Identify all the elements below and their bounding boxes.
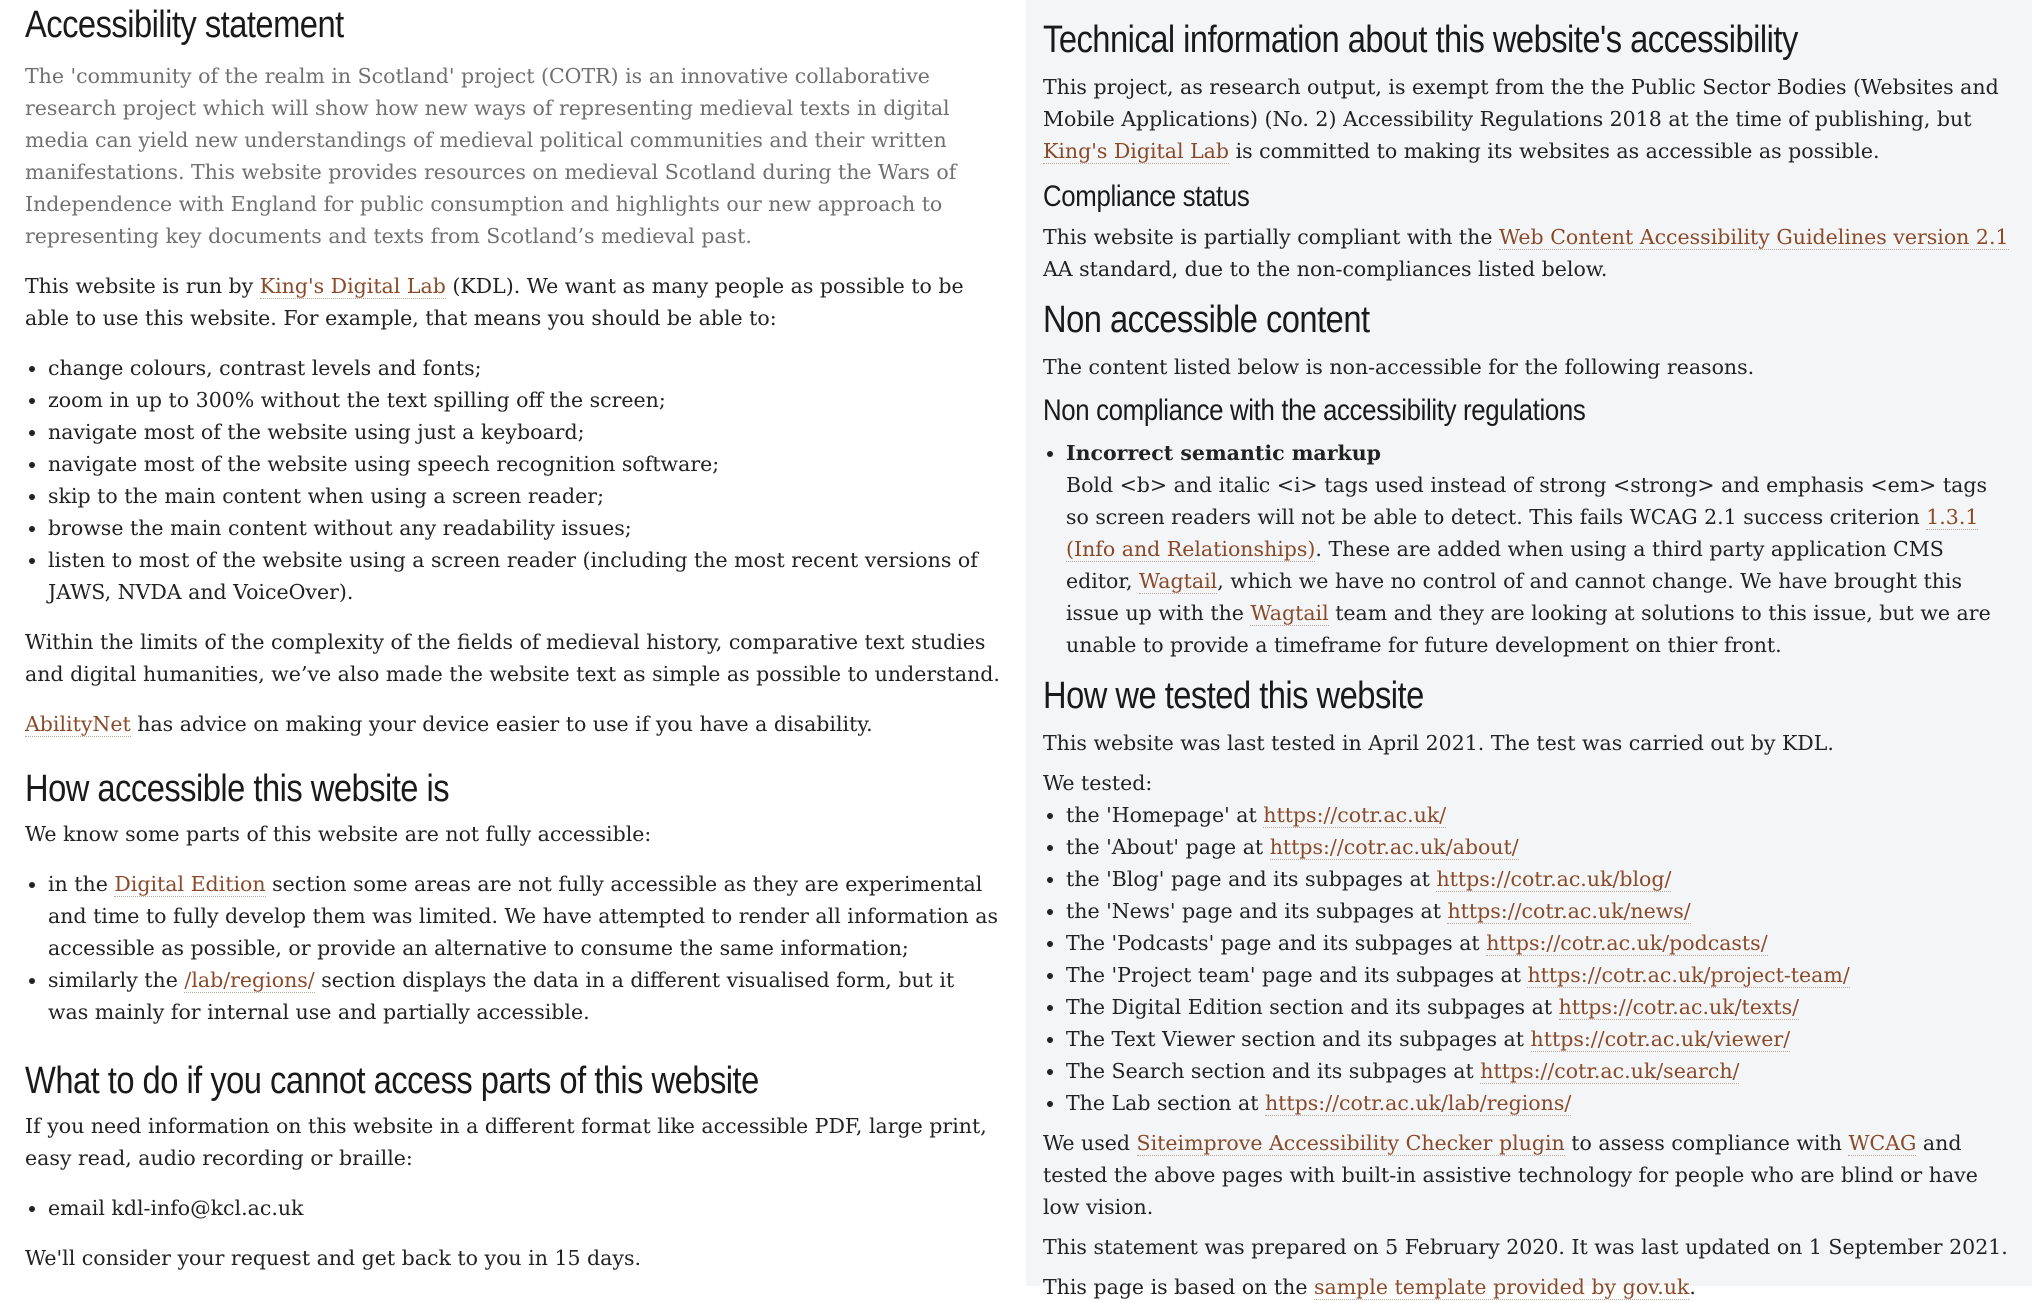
tested-page-link[interactable]: https://cotr.ac.uk/project-team/ <box>1527 963 1850 987</box>
list-item: • the 'Blog' page and its subpages at https://cotr.ac.uk/blog/ <box>1066 863 2012 895</box>
non-compliance-heading: Non compliance with the accessibility regulations <box>1043 394 1586 427</box>
wagtail-link-2[interactable]: Wagtail <box>1250 601 1329 625</box>
list-item: • similarly the /lab/regions/ section displays the data in a different visualised form, but it was mainly for internal use and partially accessible. <box>48 964 1000 1028</box>
consider-text: We'll consider your request and get back to you in 15 days. <box>25 1246 642 1270</box>
lab-regions-link[interactable]: /lab/regions/ <box>184 968 315 992</box>
list-item: • the 'Homepage' at https://cotr.ac.uk/ <box>1066 799 2012 831</box>
tested-page-link[interactable]: https://cotr.ac.uk/ <box>1263 803 1447 827</box>
tested-page-link[interactable]: https://cotr.ac.uk/search/ <box>1480 1059 1740 1083</box>
list-item: • the 'About' page at https://cotr.ac.uk/about/ <box>1066 831 2012 863</box>
tested-page-link[interactable]: https://cotr.ac.uk/blog/ <box>1436 867 1672 891</box>
list-item: • listen to most of the website using a screen reader (including the most recent versions of JAWS, NVDA and VoiceOver). <box>48 544 1000 608</box>
cannot-access-heading: What to do if you cannot access parts of this website <box>25 1060 759 1102</box>
tested-page-link[interactable]: https://cotr.ac.uk/podcasts/ <box>1486 931 1768 955</box>
tested-pages-list <box>1043 799 2012 1119</box>
abilities-list <box>25 352 1000 608</box>
wagtail-link[interactable]: Wagtail <box>1138 569 1218 593</box>
govuk-template-link[interactable]: sample template provided by gov.uk <box>1313 1275 1690 1299</box>
compliance-text: This website is partially compliant with the Web Content Accessibility Guidelines version 2.1 AA standard, due to the non-compliances listed below. <box>1043 225 2009 281</box>
we-tested-text: We tested: <box>1043 771 1153 795</box>
wcag-link[interactable]: WCAG <box>1848 1131 1917 1155</box>
non-compliance-list <box>1043 437 2012 661</box>
list-item: • navigate most of the website using speech recognition software; <box>48 448 1000 480</box>
based-on-text: This page is based on the sample template provided by gov.uk. <box>1043 1275 1696 1299</box>
how-accessible-heading: How accessible this website is <box>25 768 450 810</box>
digital-edition-link[interactable]: Digital Edition <box>114 872 266 896</box>
kdl-link[interactable]: King's Digital Lab <box>259 274 446 298</box>
markup-heading: Incorrect semantic markup <box>1066 441 1381 465</box>
abilitynet-link[interactable]: AbilityNet <box>25 712 131 736</box>
list-item: • The Lab section at https://cotr.ac.uk/lab/regions/ <box>1066 1087 2012 1119</box>
how-tested-heading: How we tested this website <box>1043 675 1424 717</box>
run-by-text: This website is run by King's Digital Lab (KDL). We want as many people as possible to be able to use this website. For example, that means you should be able to: <box>25 274 964 330</box>
abilitynet-text: AbilityNet has advice on making your device easier to use if you have a disability. <box>25 712 873 736</box>
kdl-link-2[interactable]: King's Digital Lab <box>1043 139 1230 163</box>
list-item: • The Search section and its subpages at https://cotr.ac.uk/search/ <box>1066 1055 2012 1087</box>
simple-text: Within the limits of the complexity of the fields of medieval history, comparative text studies and digital humanities, we’ve also made the website text as simple as possible to understand. <box>25 630 1000 686</box>
know-parts-text: We know some parts of this website are not fully accessible: <box>25 822 652 846</box>
list-item: • change colours, contrast levels and fonts; <box>48 352 1000 384</box>
right-column <box>1026 0 2032 1299</box>
intro-lead: The 'community of the realm in Scotland' project (COTR) is an innovative collaborative research project which will show how new ways of representing medieval texts in digital media can yield new understandings of medieval political communities and their written manifestations. This website provides resources on medieval Scotland during the Wars of Independence with England for public consumption and highlights our new approach to representing key documents and texts from Scotland’s medieval past. <box>25 64 957 248</box>
technical-info-heading: Technical information about this website's accessibility <box>1043 19 1798 61</box>
list-item: • Incorrect semantic markup Bold <b> and italic <i> tags used instead of strong <strong> and emphasis <em> tags so screen readers will not be able to detect. This fails WCAG 2.1 success criterion 1.3.1 (Info and Relationships). These are added when using a third party application CMS editor, Wagtail, which we have no control of and cannot change. We have brought this issue up with the Wagtail team and they are looking at solutions to this issue, but we are unable to provide a timeframe for future development on thier front. <box>1066 437 2012 661</box>
tested-page-link[interactable]: https://cotr.ac.uk/news/ <box>1447 899 1691 923</box>
list-item: • in the Digital Edition section some areas are not fully accessible as they are experimental and time to fully develop them was limited. We have attempted to render all information as accessible as possible, or provide an alternative to consume the same information; <box>48 868 1000 964</box>
non-accessible-heading: Non accessible content <box>1043 299 1370 341</box>
list-item: • skip to the main content when using a screen reader; <box>48 480 1000 512</box>
tested-page-link[interactable]: https://cotr.ac.uk/texts/ <box>1558 995 1800 1019</box>
list-item: • The Digital Edition section and its subpages at https://cotr.ac.uk/texts/ <box>1066 991 2012 1023</box>
siteimprove-link[interactable]: Siteimprove Accessibility Checker plugin <box>1136 1131 1565 1155</box>
tested-page-link[interactable]: https://cotr.ac.uk/about/ <box>1269 835 1519 859</box>
days-count: 15 <box>554 1246 581 1270</box>
page-title: Accessibility statement <box>25 4 344 46</box>
list-item: • The 'Podcasts' page and its subpages at https://cotr.ac.uk/podcasts/ <box>1066 927 2012 959</box>
last-tested-text: This website was last tested in April 2021. The test was carried out by KDL. <box>1043 731 1834 755</box>
compliance-heading: Compliance status <box>1043 180 1250 213</box>
issues-list <box>25 868 1000 1028</box>
list-item: • The Text Viewer section and its subpages at https://cotr.ac.uk/viewer/ <box>1066 1023 2012 1055</box>
technical-info-text: This project, as research output, is exempt from the the Public Sector Bodies (Websites and Mobile Applications) (No. 2) Accessibility Regulations 2018 at the time of publishing, but King's Digital Lab is committed to making its websites as accessible as possible. <box>1043 75 1999 163</box>
non-accessible-text: The content listed below is non-accessible for the following reasons. <box>1043 355 1755 379</box>
email-item: • email kdl-info@kcl.ac.uk <box>48 1192 1000 1224</box>
list-item: • browse the main content without any readability issues; <box>48 512 1000 544</box>
prepared-text: This statement was prepared on 5 February 2020. It was last updated on 1 September 2021. <box>1043 1235 2008 1259</box>
tested-page-link[interactable]: https://cotr.ac.uk/viewer/ <box>1530 1027 1791 1051</box>
tools-used-text: We used Siteimprove Accessibility Checker plugin to assess compliance with WCAG and tested the above pages with built-in assistive technology for people who are blind or have low vision. <box>1043 1131 1978 1219</box>
left-column <box>25 0 1000 1274</box>
different-format-text: If you need information on this website in a different format like accessible PDF, large print, easy read, audio recording or braille: <box>25 1114 987 1170</box>
list-item: • The 'Project team' page and its subpages at https://cotr.ac.uk/project-team/ <box>1066 959 2012 991</box>
tested-page-link[interactable]: https://cotr.ac.uk/lab/regions/ <box>1264 1091 1572 1115</box>
list-item: • navigate most of the website using just a keyboard; <box>48 416 1000 448</box>
wcag-guidelines-link[interactable]: Web Content Accessibility Guidelines version 2.1 <box>1499 225 2009 249</box>
list-item: • zoom in up to 300% without the text spilling off the screen; <box>48 384 1000 416</box>
list-item: • the 'News' page and its subpages at https://cotr.ac.uk/news/ <box>1066 895 2012 927</box>
contact-list <box>25 1192 1000 1224</box>
info-relationships-link[interactable]: 1.3.1 (Info and Relationships) <box>1066 505 1979 561</box>
